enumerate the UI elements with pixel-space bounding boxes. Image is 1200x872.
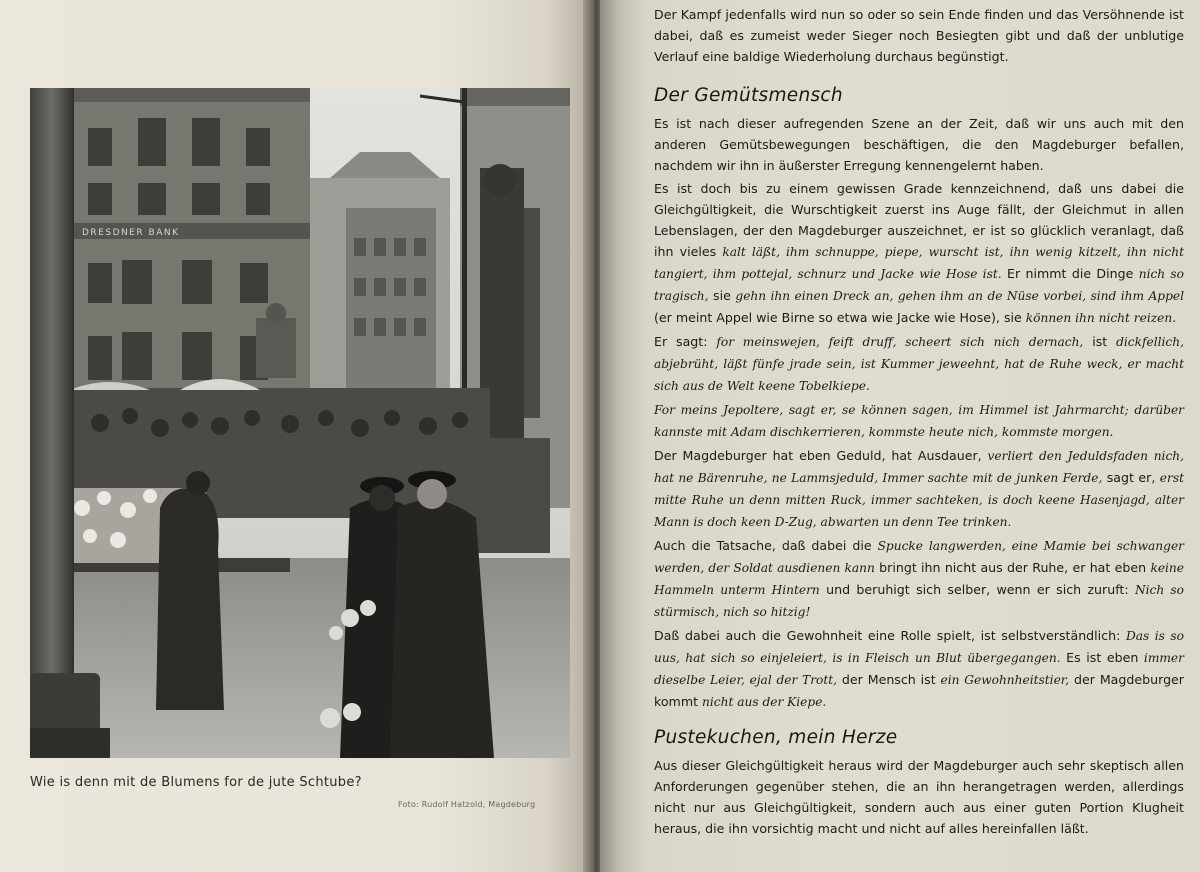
paragraph-7: Daß dabei auch die Gewohnheit eine Rolle spielt, ist selbstverständlich: Das is so uus, hat sich so einjeleiert, is in Fleisch un Blut übergegangen. Es ist eben immer dieselbe Leier, ejal der Trott, der Mensch ist ein Gewohnheitstier, der Magdeburger kommt nicht aus der Kiepe. — [654, 628, 1184, 709]
market-photo — [30, 88, 570, 758]
text-column — [654, 4, 1184, 841]
section-heading-pustekuchen: Pustekuchen, mein Herze — [654, 727, 898, 748]
paragraph-8: Aus dieser Gleichgültigkeit heraus wird der Magdeburger auch sehr skeptisch allen Anforderungen gegenüber stehen, die an ihn herangetragen werden, allerdings nicht nur aus Gleichgültigkeit, sondern auch aus einer guten Portion Klugheit heraus, die ihn vorsichtig macht und nicht auf alles hereinfallen läßt. — [654, 758, 1184, 836]
paragraph-2: Es ist doch bis zu einem gewissen Grade kennzeichnend, daß uns dabei die Gleichgültigkeit, die Wurschtigkeit zuerst ins Auge fällt, der Gleichmut in allen Lebenslagen, der den Magdeburger auszeichnet, er ist so glücklich veranlagt, daß ihn vieles kalt läßt, ihm schnuppe, piepe, wurscht ist, ihn wenig kitzelt, ihn nicht tangiert, ihm pottejal, schnurz und Jacke wie Hose ist. Er nimmt die Dinge nich so tragisch, sie gehn ihn einen Dreck an, gehen ihm an de Nüse vorbei, sind ihm Appel (er meint Appel wie Birne so etwa wie Jacke wie Hose), sie können ihn nicht reizen. — [654, 181, 1185, 325]
paragraph-5: Der Magdeburger hat eben Geduld, hat Ausdauer, verliert den Jeduldsfaden nich, hat ne Bärenruhe, ne Lammsjeduld, Immer sachte mit de junken Ferde, sagt er, erst mitte Ruhe un denn mitten Ruck, immer sachteken, is doch keene Hasenjagd, alter Mann is doch keen D-Zug, abwarten un denn Tee trinken. — [654, 448, 1184, 529]
section-heading-gemuetsmensch: Der Gemütsmensch — [654, 85, 843, 106]
intro-paragraph: Der Kampf jedenfalls wird nun so oder so sein Ende finden und das Versöhnende ist dabei, daß es zumeist weder Sieger noch Besiegten gibt und daß der unblutige Verlauf eine baldige Wiederholung durchaus begünstigt. — [654, 7, 1184, 64]
photo-credit: Foto: Rudolf Hatzold, Magdeburg — [398, 800, 536, 809]
paragraph-3: Er sagt: for meinswejen, feift druff, scheert sich nich dernach, ist dickfellich, abjebrüht, läßt fünfe jrade sein, ist Kummer jeweehnt, hat de Ruhe weck, er macht sich aus de Welt keene Tobelkiepe. — [654, 334, 1184, 393]
bank-sign: DRESDNER BANK — [82, 228, 180, 238]
paragraph-4: For meins Jepoltere, sagt er, se können sagen, im Himmel ist Jahrmarcht; darüber kannste mit Adam dischkerrieren, kommste heute nich, kommste morgen. — [654, 403, 1184, 439]
photo-caption: Wie is denn mit de Blumens for de jute Schtube? — [30, 775, 362, 790]
left-page — [0, 0, 588, 872]
paragraph-6: Auch die Tatsache, daß dabei die Spucke langwerden, eine Mamie bei schwanger werden, der Soldat ausdienen kann bringt ihn nicht aus der Ruhe, er hat eben keine Hammeln unterm Hintern und beruhigt sich selber, wenn er sich zuruft: Nich so stürmisch, nich so hitzig! — [654, 538, 1185, 619]
market-photo-drawing — [30, 88, 570, 758]
paragraph-1: Es ist nach dieser aufregenden Szene an der Zeit, daß wir uns auch mit den anderen Gemütsbewegungen beschäftigen, die den Magdeburger befallen, nachdem wir ihn in äußerster Erregung kennengelernt haben. — [654, 116, 1184, 173]
